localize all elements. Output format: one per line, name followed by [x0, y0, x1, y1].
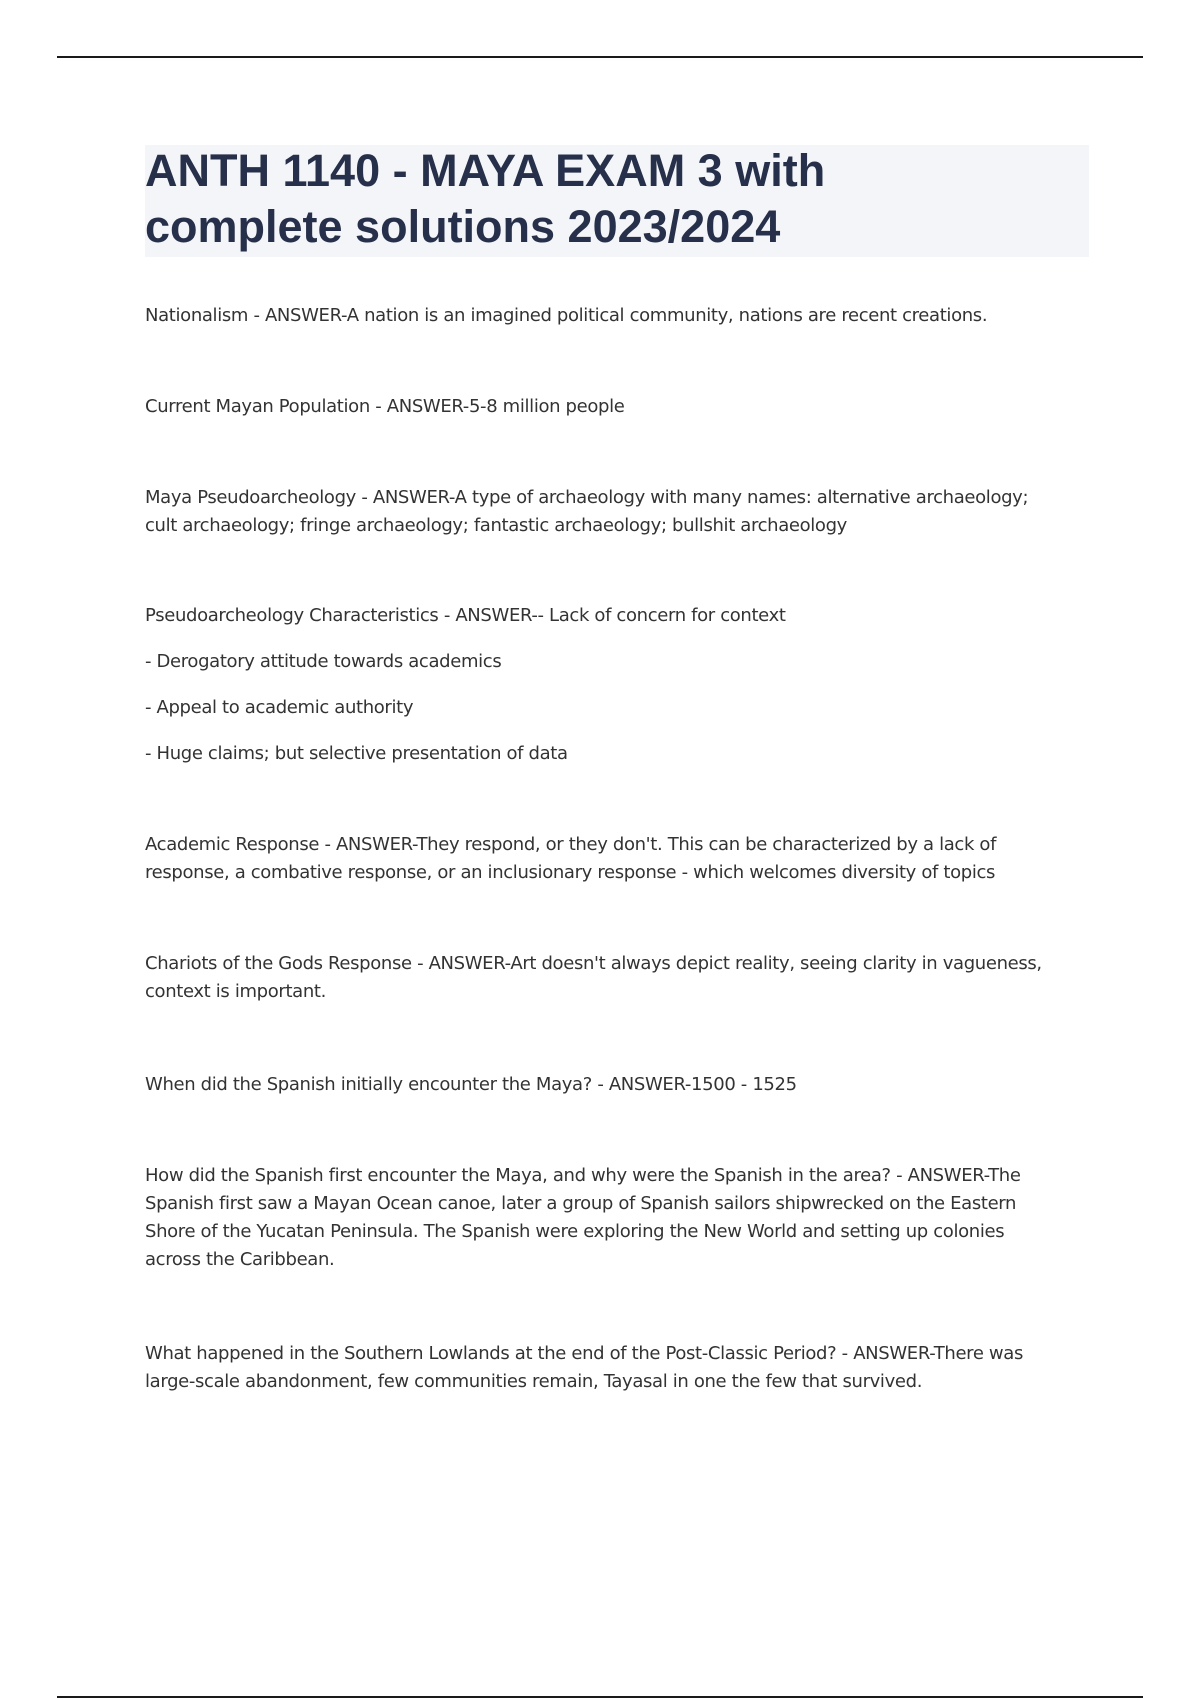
- document-title: [145, 143, 1085, 255]
- entry-line: Chariots of the Gods Response - ANSWER-Art doesn't always depict reality, seeing clarity in vagueness,: [145, 953, 1042, 974]
- top-rule: [57, 56, 1143, 58]
- qa-entry-spanish-encounter-how: [145, 1162, 1065, 1274]
- title-line-1: ANTH 1140 - MAYA EXAM 3 with: [145, 145, 826, 196]
- qa-entry-maya-pseudoarcheology: [145, 484, 1065, 540]
- title-line-2: complete solutions 2023/2024: [145, 201, 781, 252]
- entry-line: - Appeal to academic authority: [145, 697, 414, 718]
- entry-line: Shore of the Yucatan Peninsula. The Spanish were exploring the New World and setting up colonies: [145, 1221, 1005, 1242]
- entry-line: Current Mayan Population - ANSWER-5-8 million people: [145, 396, 625, 417]
- entry-line: What happened in the Southern Lowlands at the end of the Post-Classic Period? - ANSWER-There was: [145, 1343, 1024, 1364]
- qa-entry-academic-response: [145, 831, 1065, 887]
- qa-entry-chariots-of-the-gods: [145, 950, 1065, 1006]
- entry-line: Maya Pseudoarcheology - ANSWER-A type of archaeology with many names: alternative archaeology;: [145, 487, 1029, 508]
- qa-entry-spanish-encounter-date: [145, 1071, 1065, 1099]
- entry-line: How did the Spanish first encounter the Maya, and why were the Spanish in the area? - ANSWER-The: [145, 1165, 1021, 1186]
- entry-line: response, a combative response, or an inclusionary response - which welcomes diversity of topics: [145, 862, 996, 883]
- qa-entry-pseudoarcheology-characteristics: [145, 602, 1065, 630]
- qa-entry-mayan-population: [145, 393, 1065, 421]
- entry-line: Spanish first saw a Mayan Ocean canoe, later a group of Spanish sailors shipwrecked on the Eastern: [145, 1193, 1017, 1214]
- qa-entry-southern-lowlands: [145, 1340, 1065, 1396]
- bottom-rule: [57, 1696, 1143, 1698]
- entry-line: across the Caribbean.: [145, 1249, 335, 1270]
- entry-line: When did the Spanish initially encounter the Maya? - ANSWER-1500 - 1525: [145, 1074, 797, 1095]
- entry-line: context is important.: [145, 981, 326, 1002]
- entry-line: - Derogatory attitude towards academics: [145, 651, 502, 672]
- entry-line: Pseudoarcheology Characteristics - ANSWER-- Lack of concern for context: [145, 605, 786, 626]
- qa-entry-nationalism: [145, 302, 1065, 330]
- qa-entry-characteristic-appeal: [145, 694, 1065, 722]
- qa-entry-characteristic-derogatory: [145, 648, 1065, 676]
- entry-line: large-scale abandonment, few communities remain, Tayasal in one the few that survived.: [145, 1371, 923, 1392]
- entry-line: cult archaeology; fringe archaeology; fantastic archaeology; bullshit archaeology: [145, 515, 847, 536]
- entry-line: - Huge claims; but selective presentation of data: [145, 743, 568, 764]
- entry-line: Academic Response - ANSWER-They respond, or they don't. This can be characterized by a lack of: [145, 834, 997, 855]
- entry-line: Nationalism - ANSWER-A nation is an imagined political community, nations are recent creations.: [145, 305, 988, 326]
- qa-entry-characteristic-claims: [145, 740, 1065, 768]
